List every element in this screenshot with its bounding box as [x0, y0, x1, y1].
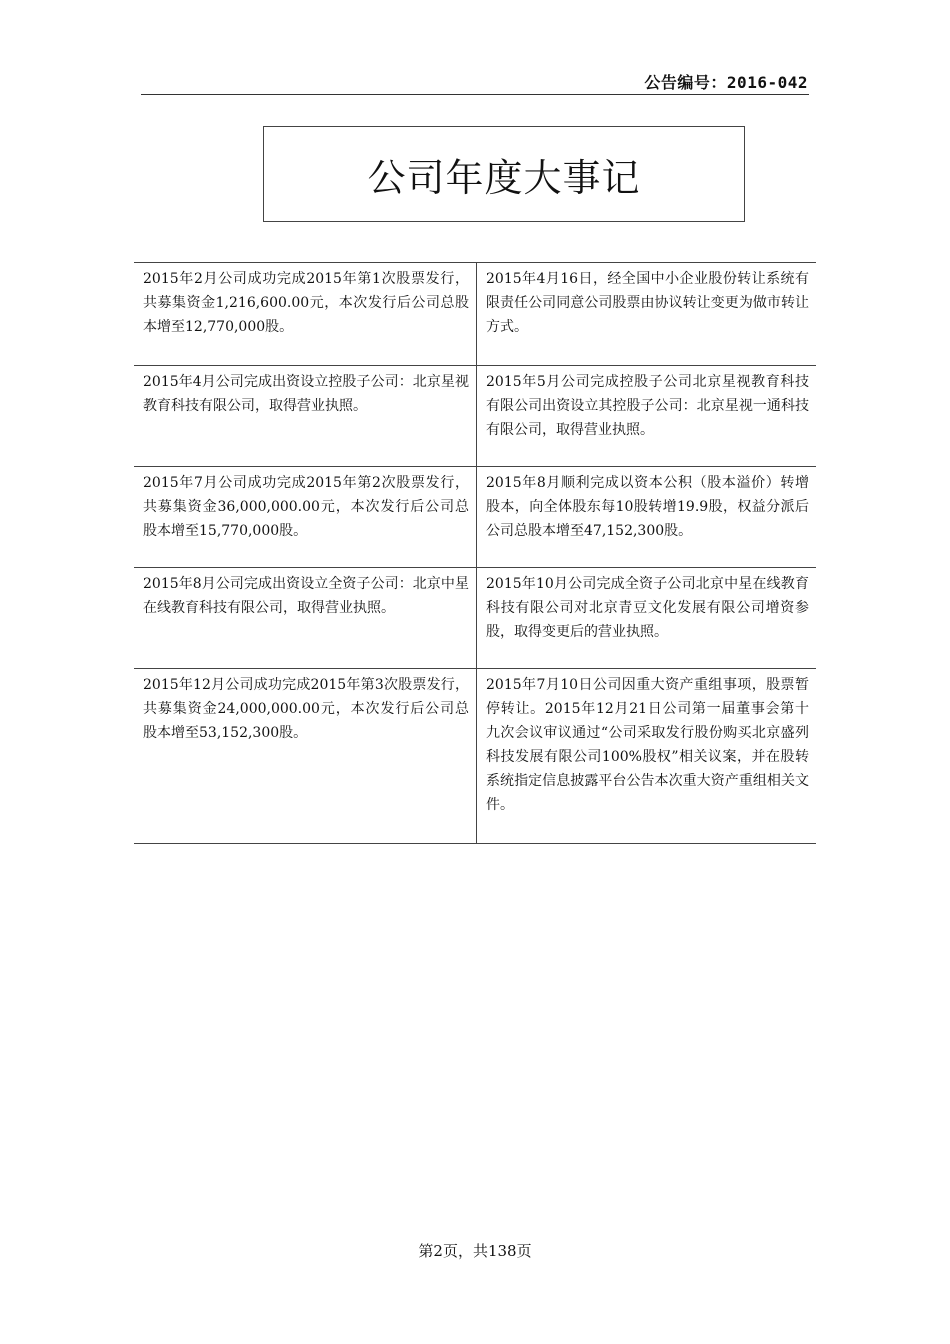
event-cell: 2015年7月公司成功完成2015年第2次股票发行，共募集资金36,000,000.00元，本次发行后公司总股本增至15,770,000股。: [134, 467, 477, 568]
event-cell: 2015年10月公司完成全资子公司北京中星在线教育科技有限公司对北京青豆文化发展有限公司增资参股，取得变更后的营业执照。: [477, 568, 817, 669]
table-row: [134, 263, 816, 366]
event-cell: 2015年8月顺利完成以资本公积（股本溢价）转增股本，向全体股东每10股转增19.9股，权益分派后公司总股本增至47,152,300股。: [477, 467, 817, 568]
page-title: 公司年度大事记: [263, 126, 745, 222]
event-cell: 2015年8月公司完成出资设立全资子公司：北京中星在线教育科技有限公司，取得营业执照。: [134, 568, 477, 669]
event-cell: 2015年2月公司成功完成2015年第1次股票发行，共募集资金1,216,600.00元，本次发行后公司总股本增至12,770,000股。: [134, 263, 477, 366]
events-table: [134, 262, 816, 844]
event-cell: 2015年4月16日，经全国中小企业股份转让系统有限责任公司同意公司股票由协议转让变更为做市转让方式。: [477, 263, 817, 366]
event-cell: 2015年7月10日公司因重大资产重组事项，股票暂停转让。2015年12月21日公司第一届董事会第十九次会议审议通过“公司采取发行股份购买北京盛列科技发展有限公司100%股权”相关议案，并在股转系统指定信息披露平台公告本次重大资产重组相关文件。: [477, 669, 817, 844]
announcement-number: 公告编号：2016-042: [644, 73, 808, 92]
event-cell: 2015年4月公司完成出资设立控股子公司：北京星视教育科技有限公司，取得营业执照。: [134, 366, 477, 467]
table-row: [134, 366, 816, 467]
table-row: [134, 669, 816, 844]
header-divider: [141, 94, 809, 95]
page-number: 第2页，共138页: [418, 1242, 532, 1260]
event-cell: 2015年5月公司完成控股子公司北京星视教育科技有限公司出资设立其控股子公司：北京星视一通科技有限公司，取得营业执照。: [477, 366, 817, 467]
table-row: [134, 467, 816, 568]
event-cell: 2015年12月公司成功完成2015年第3次股票发行，共募集资金24,000,000.00元，本次发行后公司总股本增至53,152,300股。: [134, 669, 477, 844]
table-row: [134, 568, 816, 669]
